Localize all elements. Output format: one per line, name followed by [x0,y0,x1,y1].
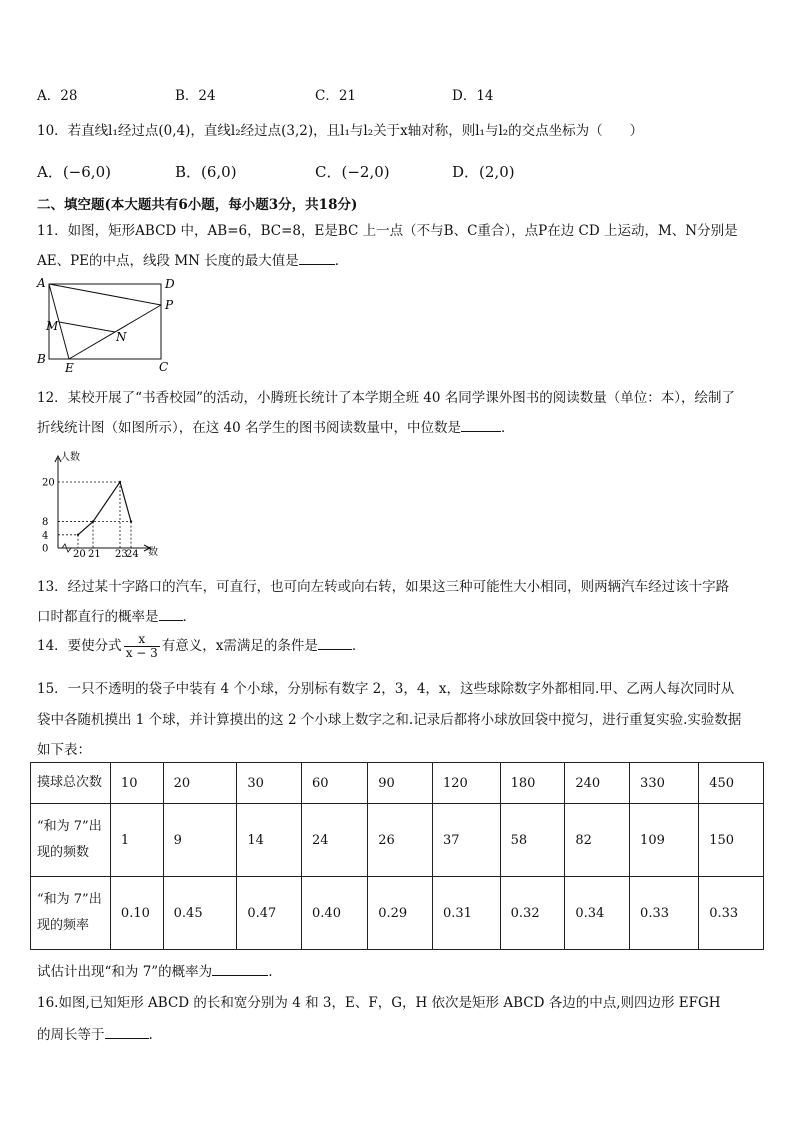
table-cell-totals-0: 10 [110,763,163,804]
x-axis-label: 数 [148,547,158,558]
q11-line2-text: AE、PE的中点，线段 MN 长度的最大值是 [37,253,299,269]
table-cell-freqs-2: 0.47 [237,877,302,950]
q12-line2 [37,416,515,436]
q13-line1: 13．经过某十字路口的汽车，可直行，也可向左转或向右转，如果这三种可能性大小相同，则两辆汽车经过该十字路 [37,579,730,595]
x-tick-label-3: 24 [126,549,139,558]
table-cell-totals-8: 330 [630,763,699,804]
data-point-2 [119,481,121,483]
label-d: D [165,277,175,291]
q15-line2: 袋中各随机摸出 1 个球，并计算摸出的这 2 个小球上数字之和.记录后都将小球放回袋中搅匀，进行重复实验.实验数据 [37,712,742,728]
q12-line2-text: 折线统计图（如图所示），在这 40 名学生的图书阅读数量中，中位数是 [37,420,462,436]
table-cell-counts-3: 24 [302,804,368,877]
table-cell-counts-1: 9 [163,804,237,877]
q10-option-c: C．(−2,0) [315,163,390,181]
q15-after [37,960,272,980]
table-cell-totals-5: 120 [432,763,500,804]
table-cell-counts-0: 1 [110,804,163,877]
q13-line2-end: ． [182,609,196,625]
table-cell-counts-5: 37 [432,804,500,877]
row-header-freqs: “和为 7”出现的频率 [31,877,111,950]
table-cell-freqs-0: 0.10 [110,877,163,950]
table-row-totals [31,763,764,804]
q12-line1: 12．某校开展了“书香校园”的活动，小腾班长统计了本学期全班 40 名同学课外图书的阅读数量（单位：本），绘制了 [37,390,735,406]
table-cell-totals-9: 450 [699,763,764,804]
data-point-1 [92,520,94,522]
q13-answer-blank [159,608,183,621]
q11-answer-blank [299,252,335,265]
q12-line2-end: ． [501,420,515,436]
q15-line3: 如下表： [37,742,91,758]
table-cell-totals-4: 90 [368,763,433,804]
label-e: E [65,361,74,374]
x-tick-label-0: 20 [73,549,86,558]
label-b: B [37,352,46,366]
x-tick-label-1: 21 [88,549,101,558]
q12-answer-blank [461,419,501,432]
q15-line1: 15．一只不透明的袋子中装有 4 个小球，分别标有数字 2，3，4，x，这些球除数字外都相同.甲、乙两人每次同时从 [37,681,735,697]
q9-option-c: C．21 [315,88,357,104]
q13-line2 [37,605,196,625]
data-point-3 [130,520,132,522]
q15-after-text: 试估计出现“和为 7”的概率为 [37,964,213,980]
table-cell-freqs-9: 0.33 [699,877,764,950]
table-cell-counts-2: 14 [237,804,302,877]
q11-line2-end: ． [334,253,349,269]
q15-answer-blank [212,963,268,976]
q11-line2 [37,249,348,269]
y-tick-label-0: 0 [42,543,49,555]
table-row-freqs [31,877,764,950]
q13-line2-text: 口时都直行的概率是 [37,609,159,625]
table-cell-counts-4: 26 [368,804,433,877]
y-tick-label-1: 4 [42,530,49,542]
y-axis-label: 人数 [60,452,80,463]
y-tick-label-3: 20 [42,477,55,489]
table-cell-totals-3: 60 [302,763,368,804]
table-cell-totals-2: 30 [237,763,302,804]
table-cell-freqs-1: 0.45 [163,877,237,950]
q9-option-b: B．24 [175,88,216,104]
table-cell-counts-9: 150 [699,804,764,877]
table-cell-counts-6: 58 [500,804,565,877]
q12-line-chart [38,450,168,558]
q16-line2-end: . [148,1027,153,1043]
x-tick-label-2: 23 [115,549,128,558]
q11-rectangle-figure [34,274,184,374]
label-c: C [159,360,169,374]
q16-line1: 16.如图,已知矩形 ABCD 的长和宽分别为 4 和 3，E、F，G，H 依次是矩形 ABCD 各边的中点,则四边形 EFGH [37,995,721,1011]
table-cell-freqs-8: 0.33 [630,877,699,950]
q14-answer-blank [318,637,352,650]
table-cell-totals-7: 240 [565,763,630,804]
table-cell-counts-7: 82 [565,804,630,877]
q10-text: 10．若直线l₁经过点(0,4)，直线l₂经过点(3,2)，且l₁与l₂关于x轴对称，则l₁与l₂的交点坐标为（ ） [37,123,644,139]
q10-option-d: D．(2,0) [452,163,515,181]
q10-option-a: A．(−6,0) [37,163,111,181]
q16-line2-text: 的周长等于 [37,1027,105,1043]
q9-option-d: D．14 [452,88,494,104]
table-cell-totals-1: 20 [163,763,237,804]
table-cell-totals-6: 180 [500,763,565,804]
q14-numerator: x [124,633,160,647]
q15-after-end: . [268,964,273,980]
q11-line1: 11．如图，矩形ABCD 中，AB=6，BC=8，E是BC 上一点（不与B、C重合），点P在边 CD 上运动，M、N分别是 [37,223,738,239]
data-point-0 [77,534,79,536]
label-a: A [37,276,46,290]
table-row-counts [31,804,764,877]
section-title: 二、填空题(本大题共有6小题，每小题3分，共18分) [37,197,358,213]
q14-denominator: x − 3 [125,646,158,660]
y-tick-label-2: 8 [42,517,49,529]
series-line [78,482,131,535]
table-cell-freqs-5: 0.31 [432,877,500,950]
q14-end: ． [351,638,366,654]
label-n: N [116,330,127,344]
table-cell-freqs-4: 0.29 [368,877,433,950]
q16-line2 [37,1023,153,1043]
row-header-counts: “和为 7”出现的频数 [31,804,111,877]
label-p: P [165,298,174,312]
q14-fraction [124,633,160,660]
q14-post: 有意义，x需满足的条件是 [161,638,318,654]
table-cell-freqs-3: 0.40 [302,877,368,950]
q10-option-b: B．(6,0) [175,163,237,181]
table-cell-counts-8: 109 [630,804,699,877]
q15-data-table [30,762,764,950]
label-m: M [46,319,59,333]
q14-line [37,633,365,660]
row-header-totals: 摸球总次数 [31,763,111,804]
q16-answer-blank [105,1026,149,1039]
table-cell-freqs-6: 0.32 [500,877,565,950]
table-cell-freqs-7: 0.34 [565,877,630,950]
q9-option-a: A．28 [37,88,78,104]
q14-pre: 14．要使分式 [37,638,122,654]
